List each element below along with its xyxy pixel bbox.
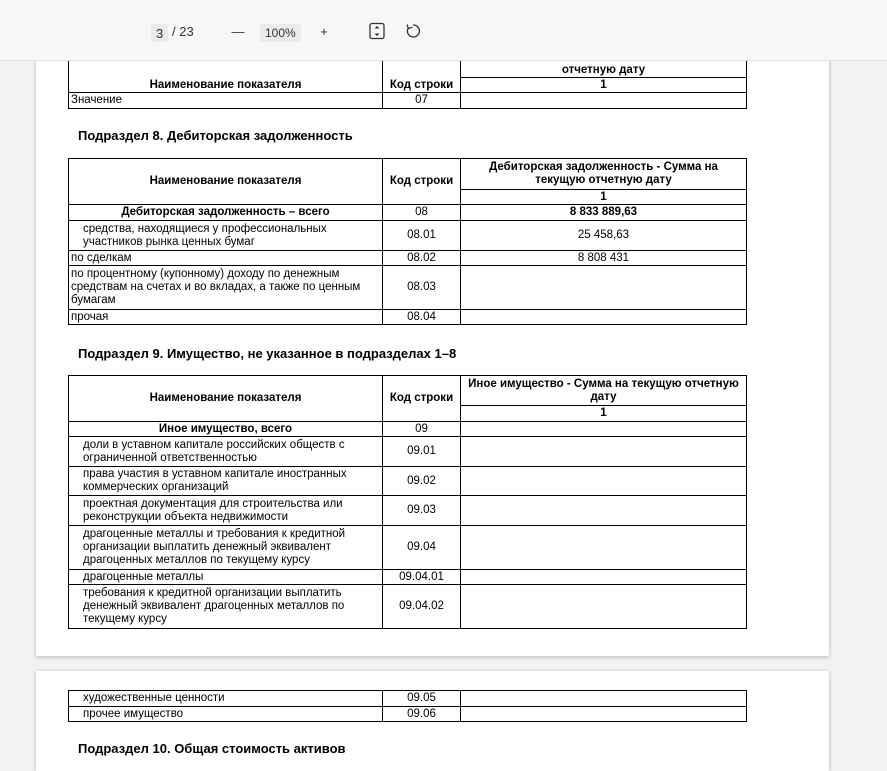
rotate-icon <box>404 22 422 40</box>
row-code: 09.06 <box>383 707 461 722</box>
row-code: 09.04.01 <box>383 570 461 585</box>
row-name: проектная документация для строительства или реконструкции объекта недвижимости <box>69 496 383 526</box>
table-row <box>69 526 747 570</box>
row-name: прочая <box>69 310 383 325</box>
col-header-value: Дебиторская задолженность - Сумма на текущую отчетную дату <box>461 159 747 190</box>
document-page-4 <box>36 671 829 771</box>
table-row <box>69 422 747 437</box>
row-code: 09.01 <box>383 437 461 467</box>
col-number: 1 <box>461 78 747 93</box>
table-row <box>69 266 747 310</box>
row-name: Иное имущество, всего <box>69 422 383 437</box>
row-value <box>461 422 747 437</box>
row-name: художественные ценности <box>69 691 383 707</box>
row-value: 8 833 889,63 <box>461 205 747 221</box>
col-header-code: Код строки <box>383 159 461 205</box>
row-value: 25 458,63 <box>461 221 747 251</box>
page-total: / 23 <box>172 23 194 39</box>
row-code: 07 <box>383 93 461 109</box>
row-code: 08 <box>383 205 461 221</box>
section9-title: Подраздел 9. Имущество, не указанное в подразделах 1–8 <box>78 346 457 361</box>
row-name: доли в уставном капитале российских обществ с ограниченной ответственностью <box>69 437 383 467</box>
fit-page-button[interactable] <box>368 20 386 42</box>
row-code: 08.02 <box>383 251 461 266</box>
table-row <box>69 467 747 496</box>
table-row <box>69 691 747 707</box>
col-header-code: Код строки <box>383 45 461 93</box>
table-section9-continued <box>68 690 747 722</box>
row-value <box>461 585 747 629</box>
row-name: по процентному (купонному) доходу по денежным средствам на счетах и во вкладах, а также по ценным бумагам <box>69 266 383 310</box>
section8-title: Подраздел 8. Дебиторская задолженность <box>78 128 353 143</box>
table-row <box>69 205 747 221</box>
row-value <box>461 570 747 585</box>
row-name: драгоценные металлы <box>69 570 383 585</box>
row-value <box>461 266 747 310</box>
zoom-out-button[interactable]: — <box>231 23 245 39</box>
table-section8 <box>68 158 747 325</box>
row-name: по сделкам <box>69 251 383 266</box>
row-value <box>461 467 747 496</box>
row-value <box>461 437 747 467</box>
row-name: права участия в уставном капитале иностранных коммерческих организаций <box>69 467 383 496</box>
col-header-value: отчетную дату <box>461 45 747 78</box>
row-name: Дебиторская задолженность – всего <box>69 205 383 221</box>
fit-page-icon <box>368 22 386 40</box>
table-row <box>69 496 747 526</box>
col-header-code: Код строки <box>383 376 461 422</box>
document-page-3 <box>36 0 829 656</box>
row-value <box>461 310 747 325</box>
section10-title: Подраздел 10. Общая стоимость активов <box>78 741 346 756</box>
row-value <box>461 691 747 707</box>
table-row <box>69 310 747 325</box>
row-code: 08.04 <box>383 310 461 325</box>
table-row <box>69 221 747 251</box>
row-code: 08.01 <box>383 221 461 251</box>
table-section9 <box>68 375 747 629</box>
col-number: 1 <box>461 190 747 205</box>
row-name: прочее имущество <box>69 707 383 722</box>
row-value <box>461 496 747 526</box>
row-code: 09 <box>383 422 461 437</box>
table-row <box>69 251 747 266</box>
table-row <box>69 585 747 629</box>
page-number-input[interactable]: 3 <box>151 24 168 42</box>
table-row <box>69 570 747 585</box>
row-name: Значение <box>69 93 383 109</box>
table-row <box>69 437 747 467</box>
row-code: 09.05 <box>383 691 461 707</box>
col-number: 1 <box>461 406 747 422</box>
row-value <box>461 707 747 722</box>
table-row <box>69 93 747 109</box>
row-code: 09.04.02 <box>383 585 461 629</box>
zoom-in-button[interactable]: + <box>320 23 328 39</box>
zoom-level[interactable]: 100% <box>260 24 301 42</box>
row-code: 08.03 <box>383 266 461 310</box>
col-header-name: Наименование показателя <box>69 376 383 422</box>
pdf-toolbar <box>0 0 887 61</box>
row-value: 8 808 431 <box>461 251 747 266</box>
row-name: средства, находящиеся у профессиональных участников рынка ценных бумаг <box>69 221 383 251</box>
row-value <box>461 526 747 570</box>
row-code: 09.04 <box>383 526 461 570</box>
row-name: драгоценные металлы и требования к кредитной организации выплатить денежный эквивалент драгоценных металлов по текущему курсу <box>69 526 383 570</box>
rotate-button[interactable] <box>404 20 422 42</box>
row-code: 09.03 <box>383 496 461 526</box>
row-name: требования к кредитной организации выплатить денежный эквивалент драгоценных металлов по текущему курсу <box>69 585 383 629</box>
col-header-name: Наименование показателя <box>69 45 383 93</box>
col-header-value: Иное имущество - Сумма на текущую отчетную дату <box>461 376 747 406</box>
row-value <box>461 93 747 109</box>
row-code: 09.02 <box>383 467 461 496</box>
table-row <box>69 707 747 722</box>
col-header-name: Наименование показателя <box>69 159 383 205</box>
